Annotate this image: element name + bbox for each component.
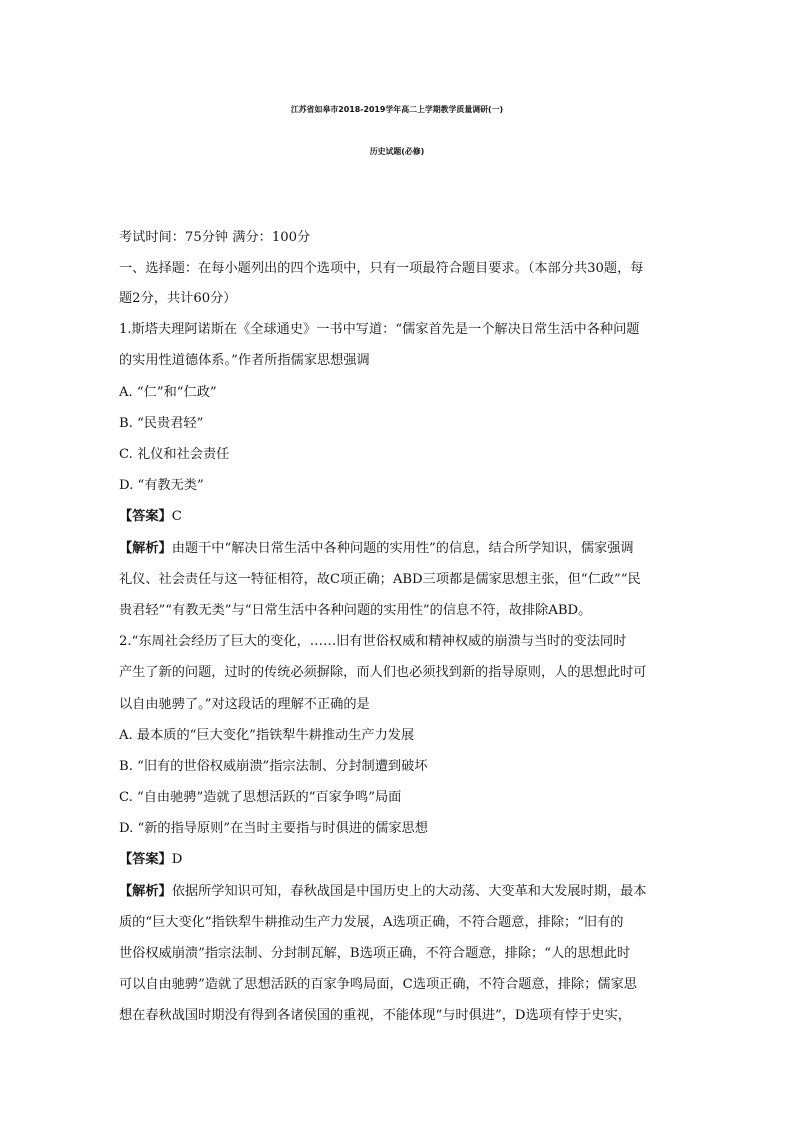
exam-info: 考试时间：75分钟 满分：100分 [119, 230, 311, 245]
answer-label: 【答案】 [119, 852, 172, 867]
analysis-text: 由题干中“解决日常生活中各种问题的实用性”的信息，结合所学知识，儒家强调 [171, 541, 634, 556]
analysis-label: 【解析】 [119, 541, 172, 556]
section-instruction-line1: 一、选择题：在每小题列出的四个选项中，只有一项最符合题目要求。（本部分共30题，每 [119, 261, 644, 276]
q2-option-c: C. “自由驰骋”造就了思想活跃的“百家争鸣”局面 [119, 790, 402, 805]
answer-value: D [171, 852, 183, 867]
q2-option-b: B. “旧有的世俗权威崩溃”指宗法制、分封制遭到破坏 [119, 759, 428, 774]
q2-analysis-line2: 质的“巨大变化”指铁犁牛耕推动生产力发展，A选项正确，不符合题意，排除；“旧有的 [119, 915, 624, 930]
page-title: 江苏省如皋市2018-2019学年高二上学期教学质量调研(一) [290, 105, 504, 114]
answer-value: C [171, 509, 182, 524]
q2-stem-line3: 以自由驰骋了。”对这段话的理解不正确的是 [119, 697, 370, 712]
q1-stem-line2: 的实用性道德体系。”作者所指儒家思想强调 [119, 353, 370, 368]
q2-analysis-line4: 可以自由驰骋”造就了思想活跃的百家争鸣局面，C选项正确，不符合题意，排除；儒家思 [119, 977, 637, 992]
q2-analysis-line3: 世俗权威崩溃”指宗法制、分封制瓦解，B选项正确，不符合题意，排除；“人的思想此时 [119, 946, 631, 961]
q2-stem-line1: 2.“东周社会经历了巨大的变化，……旧有世俗权威和精神权威的崩溃与当时的变法同时 [119, 634, 627, 649]
analysis-text: 依据所学知识可知，春秋战国是中国历史上的大动荡、大变革和大发展时期，最本 [171, 884, 647, 899]
page-subtitle: 历史试题(必修) [369, 147, 425, 156]
answer-label: 【答案】 [119, 509, 172, 524]
q1-option-d: D. “有教无类” [119, 478, 204, 493]
q1-option-a: A. “仁”和“仁政” [119, 385, 217, 400]
q2-stem-line2: 产生了新的问题，过时的传统必须摒除，而人们也必须找到新的指导原则，人的思想此时可 [119, 665, 647, 680]
section-instruction-line2: 题2分，共计60分） [119, 291, 237, 306]
q1-option-c: C. 礼仪和社会责任 [119, 447, 230, 462]
q2-option-d: D. “新的指导原则”在当时主要指与时俱进的儒家思想 [119, 821, 428, 836]
analysis-label: 【解析】 [119, 884, 172, 899]
q2-analysis-line5: 想在春秋战国时期没有得到各诸侯国的重视，不能体现“与时俱进”，D选项有悖于史实， [119, 1008, 631, 1023]
q1-analysis-line1 [119, 540, 634, 558]
q1-option-b: B. “民贵君轻” [119, 416, 204, 431]
q2-analysis-line1 [119, 883, 647, 901]
q2-option-a: A. 最本质的“巨大变化”指铁犁牛耕推动生产力发展 [119, 728, 415, 743]
q1-analysis-line3: 贵君轻”“有教无类”与“日常生活中各种问题的实用性”的信息不符，故排除ABD。 [119, 603, 592, 618]
q1-analysis-line2: 礼仪、社会责任与这一特征相符，故C项正确；ABD三项都是儒家思想主张，但“仁政”“民 [119, 572, 641, 587]
q2-answer [119, 851, 182, 869]
q1-answer [119, 508, 182, 526]
q1-stem-line1: 1.斯塔夫理阿诺斯在《全球通史》一书中写道：“儒家首先是一个解决日常生活中各种问题 [119, 322, 640, 337]
